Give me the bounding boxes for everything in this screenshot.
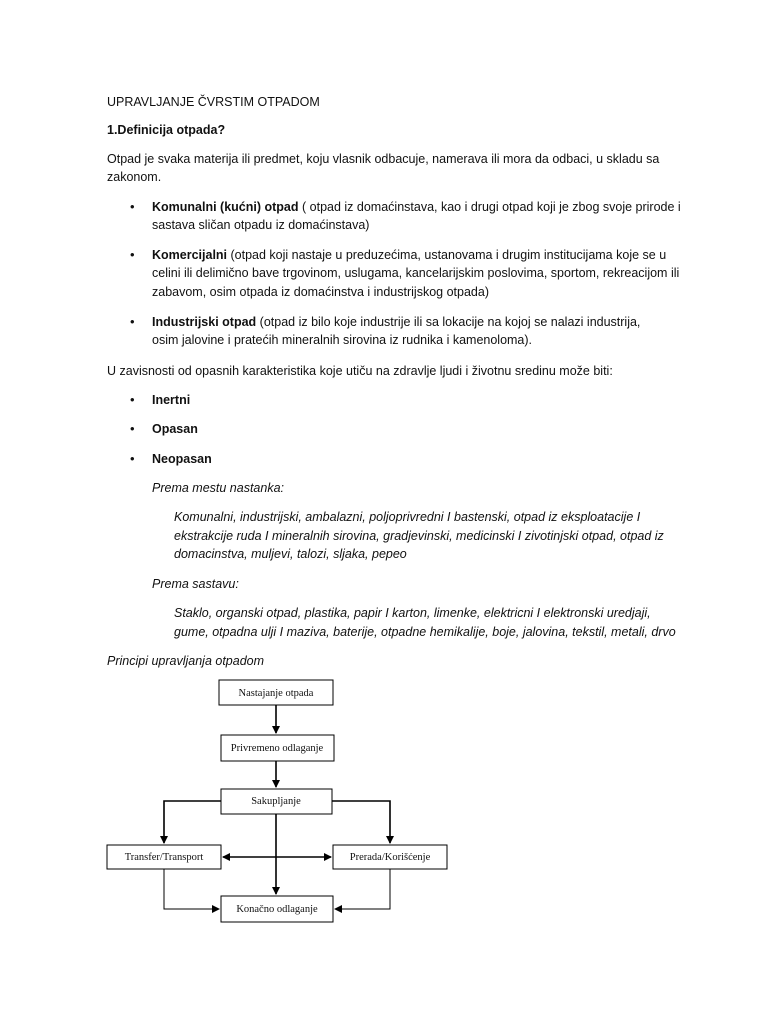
box-generation-label: Nastajanje otpada	[238, 688, 314, 699]
type-term: Komercijalni	[152, 248, 228, 262]
composition-heading: Prema sastavu:	[152, 577, 239, 591]
arrow-collection-to-processing	[332, 801, 390, 843]
box-temp-disposal	[221, 735, 334, 761]
box-final-disposal-label: Konačno odlaganje	[236, 904, 318, 915]
arrow-collection-to-transfer	[164, 801, 221, 843]
hazard-item: Inertni	[152, 393, 191, 407]
type-desc: ( otpad iz domaćinstava, kao i drugi otpad koji je zbog svoje prirode i	[298, 200, 681, 214]
hazard-item: Opasan	[152, 422, 198, 436]
bullet-icon: •	[130, 314, 135, 329]
box-collection	[221, 789, 332, 814]
box-transfer	[107, 845, 221, 869]
hazard-intro: U zavisnosti od opasnih karakteristika koje utiču na zdravlje ljudi i životnu sredinu može biti:	[107, 364, 613, 378]
origin-line: Komunalni, industrijski, ambalazni, poljoprivredni I bastenski, otpad iz eksploatacije I	[174, 510, 641, 524]
bullet-icon: •	[130, 199, 135, 214]
question-heading: 1.Definicija otpada?	[107, 123, 226, 137]
bullet-icon: •	[130, 421, 135, 436]
box-processing	[333, 845, 447, 869]
definition-line-1: Otpad je svaka materija ili predmet, koju vlasnik odbacuje, namerava ili mora da odbaci, u skladu sa	[107, 152, 660, 166]
principles-heading: Principi upravljanja otpadom	[107, 654, 265, 668]
box-collection-label: Sakupljanje	[251, 796, 301, 807]
document-title: UPRAVLJANJE ČVRSTIM OTPADOM	[107, 95, 320, 109]
arrow-transfer-to-final	[164, 869, 219, 909]
definition-line-2: zakonom.	[107, 170, 162, 184]
composition-line: Staklo, organski otpad, plastika, papir I karton, limenke, elektricni I elektronski uredjaji,	[174, 606, 651, 620]
origin-line: ekstrakcije ruda I mineralnih sirovina, gradjevinski, medicinski I zivotinjski otpad, otpad iz	[174, 529, 664, 543]
type-desc-line: celini ili delimično bave trgovinom, uslugama, kancelarijskim poslovima, sportom, rekreacijom ili	[152, 266, 680, 280]
bullet-icon: •	[130, 392, 135, 407]
type-term: Komunalni (kućni) otpad	[152, 200, 299, 214]
origin-heading: Prema mestu nastanka:	[152, 481, 285, 495]
type-desc-line: sastava sličan otpadu iz domaćinstava)	[152, 218, 370, 232]
arrow-processing-to-final	[335, 869, 390, 909]
hazard-item: Neopasan	[152, 452, 212, 466]
type-desc: (otpad iz bilo koje industrije ili sa lokacije na kojoj se nalazi industrija,	[256, 315, 641, 329]
type-desc-line: osim jalovine i pratećih mineralnih sirovina iz rudnika i kamenoloma).	[152, 333, 533, 347]
box-temp-disposal-label: Privremeno odlaganje	[230, 743, 324, 754]
composition-line: gume, otpadna ulji I maziva, baterije, otpadne hemikalije, boje, jalovina, tekstil, metali, drvo	[174, 625, 676, 639]
type-desc: (otpad koji nastaje u preduzećima, ustanovama i drugim institucijama koje se u	[227, 248, 667, 262]
type-desc-line: zabavom, osim otpada iz domaćinstva i industrijskog otpada)	[152, 285, 489, 299]
bullet-icon: •	[130, 247, 135, 262]
origin-line: domacinstva, muljevi, talozi, sljaka, pepeo	[174, 547, 407, 561]
box-processing-label: Prerada/Korišćenje	[349, 852, 431, 863]
box-final-disposal	[221, 896, 333, 922]
box-generation	[219, 680, 333, 705]
type-term: Industrijski otpad	[152, 315, 257, 329]
box-transfer-label: Transfer/Transport	[124, 852, 204, 863]
bullet-icon: •	[130, 451, 135, 466]
